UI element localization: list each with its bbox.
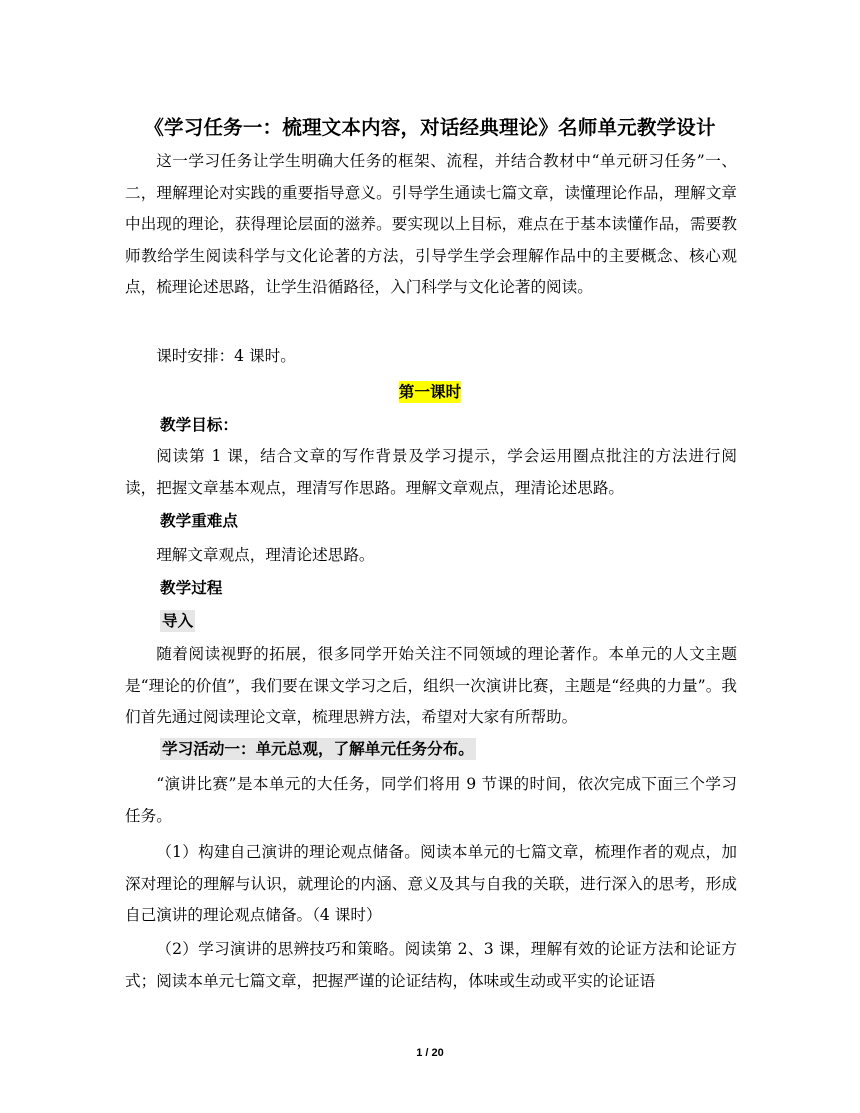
goals-paragraph: 阅读第 1 课，结合文章的写作背景及学习提示，学会运用圈点批注的方法进行阅读，把握文章基本观点，理清写作思路。理解文章观点，理清论述思路。 — [125, 447, 737, 497]
task-item-1: （1）构建自己演讲的理论观点储备。阅读本单元的七篇文章，梳理作者的观点，加深对理论的理解与认识，就理论的内涵、意义及其与自我的关联，进行深入的思考，形成自己演讲的理论观点储备。（4 课时） — [125, 843, 737, 925]
lesson-heading-text: 第一课时 — [398, 383, 462, 401]
intro-heading-text: 导入 — [162, 612, 194, 630]
lesson-heading — [0, 377, 860, 409]
process-heading: 教学过程 — [160, 579, 223, 597]
key-paragraph: 理解文章观点，理清论述思路。 — [156, 546, 375, 564]
page-number: 1 / 20 — [416, 1047, 444, 1059]
goals-heading: 教学目标： — [160, 416, 238, 434]
activity-heading — [160, 734, 476, 766]
activity-heading-text: 学习活动一：单元总观，了解单元任务分布。 — [162, 740, 474, 758]
document-title: 《学习任务一：梳理文本内容，对话经典理论》名师单元教学设计 — [144, 116, 716, 139]
schedule-line: 课时安排：4 课时。 — [156, 347, 296, 365]
key-heading: 教学重难点 — [160, 512, 238, 530]
task-item-2: （2）学习演讲的思辨技巧和策略。阅读第 2、3 课，理解有效的论证方法和论证方式；阅读本单元七篇文章，把握严谨的论证结构，体味或生动或平实的论证语 — [125, 940, 737, 990]
intro-paragraph: 这一学习任务让学生明确大任务的框架、流程，并结合教材中“单元研习任务”一、二，理解理论对实践的重要指导意义。引导学生通读七篇文章，读懂理论作品，理解文章中出现的理论，获得理论层面的滋养。要实现以上目标，难点在于基本读懂作品，需要教师教给学生阅读科学与文化论著的方法，引导学生学会理解作品中的主要概念、核心观点，梳理论述思路，让学生沿循路径，入门科学与文化论著的阅读。 — [125, 152, 737, 297]
intro-text-paragraph: 随着阅读视野的拓展，很多同学开始关注不同领域的理论著作。本单元的人文主题是“理论的价值”，我们要在课文学习之后，组织一次演讲比赛，主题是“经典的力量”。我们首先通过阅读理论文章，梳理思辨方法，希望对大家有所帮助。 — [125, 645, 737, 727]
activity-paragraph: “演讲比赛”是本单元的大任务，同学们将用 9 节课的时间，依次完成下面三个学习任务。 — [125, 775, 737, 825]
intro-heading — [160, 606, 195, 638]
